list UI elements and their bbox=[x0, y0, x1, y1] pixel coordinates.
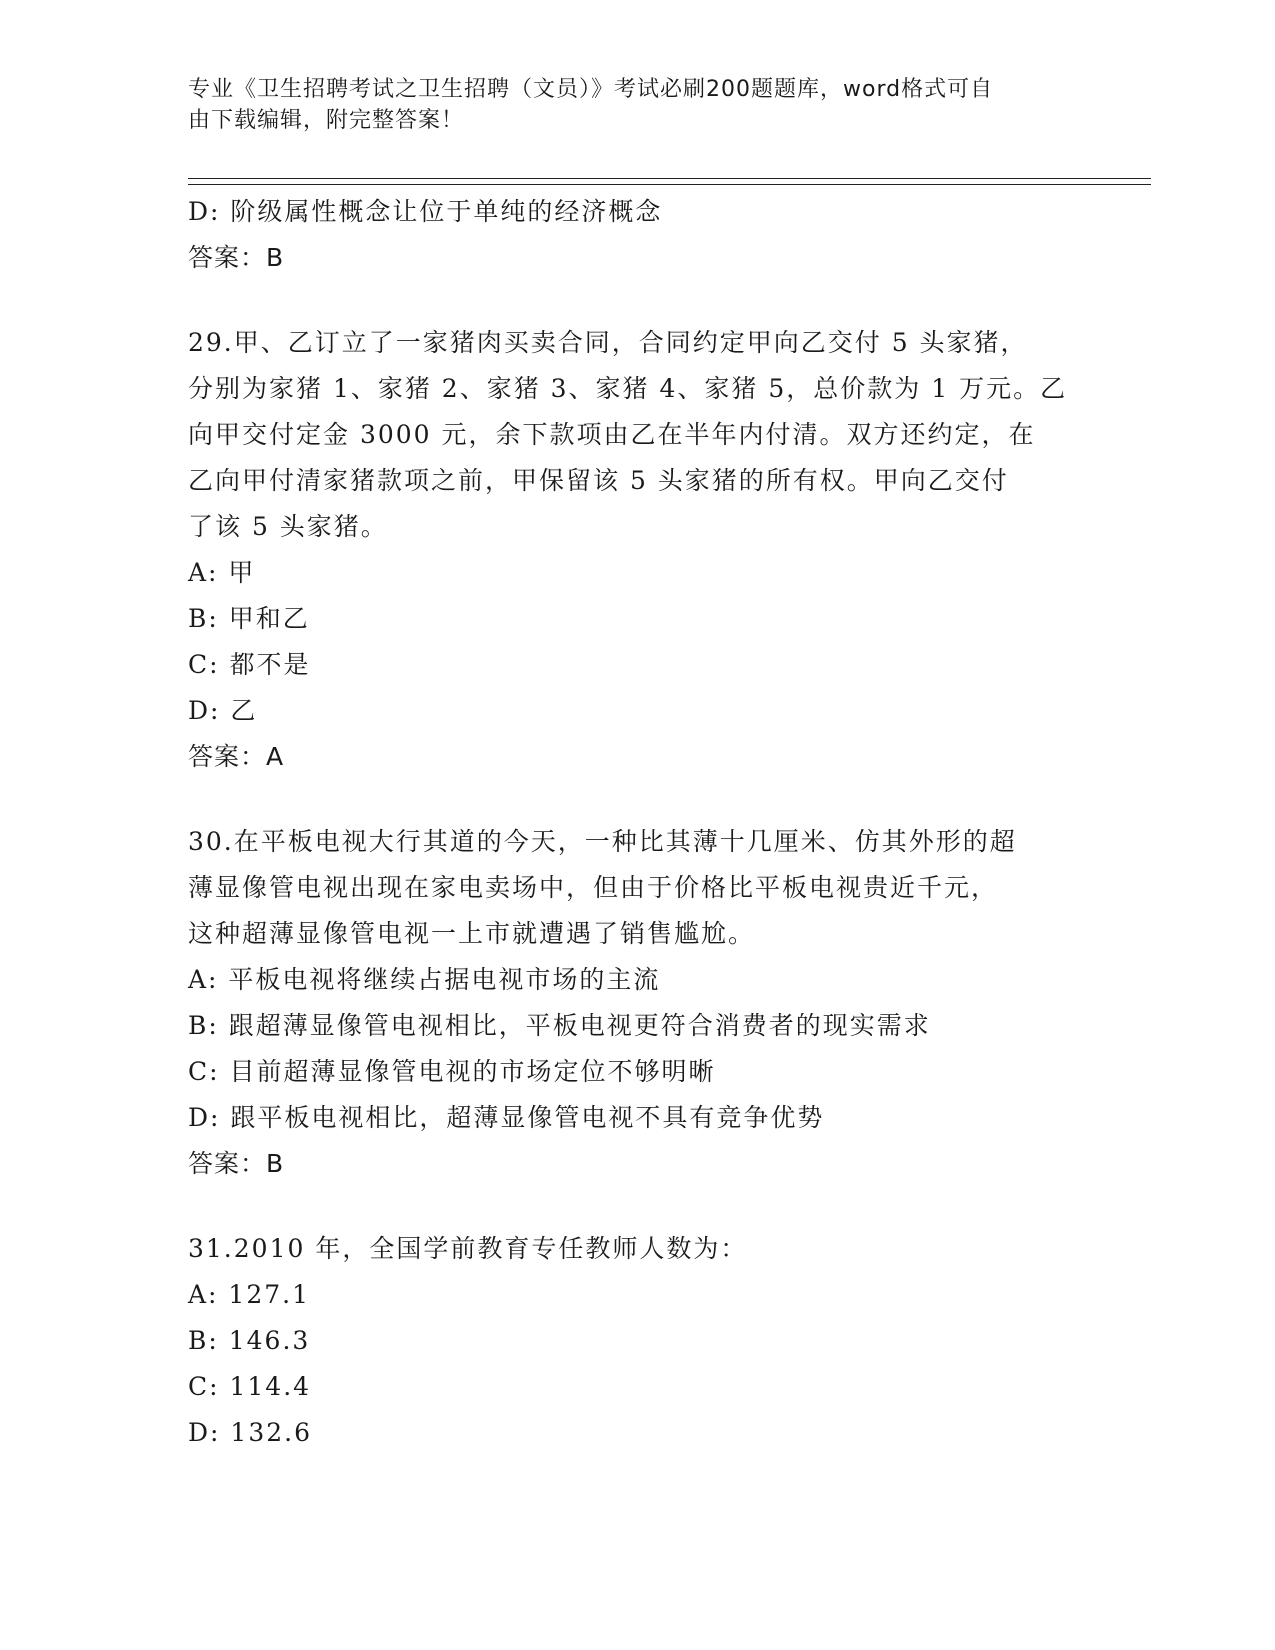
option-d: D: 跟平板电视相比，超薄显像管电视不具有竞争优势 bbox=[188, 1103, 825, 1132]
header-line-2: 由下载编辑，附完整答案！ bbox=[188, 108, 465, 133]
answer: 答案：B bbox=[188, 243, 285, 272]
stem-line: 29.甲、乙订立了一家猪肉买卖合同，合同约定甲向乙交付 5 头家猪， bbox=[188, 328, 1028, 357]
stem-line: 分别为家猪 1、家猪 2、家猪 3、家猪 4、家猪 5，总价款为 1 万元。乙 bbox=[188, 374, 1068, 403]
stem-line: 30.在平板电视大行其道的今天，一种比其薄十几厘米、仿其外形的超 bbox=[188, 827, 1017, 856]
answer: 答案：B bbox=[188, 1149, 285, 1178]
answer: 答案：A bbox=[188, 742, 285, 771]
header-line-1: 专业《卫生招聘考试之卫生招聘（文员）》考试必刷200题题库，word格式可自 bbox=[188, 77, 994, 102]
question-stem bbox=[188, 320, 1088, 550]
stem-line: 31.2010 年，全国学前教育专任教师人数为： bbox=[188, 1234, 748, 1263]
stem-line: 向甲交付定金 3000 元，余下款项由乙在半年内付清。双方还约定，在 bbox=[188, 420, 1036, 449]
question-29 bbox=[188, 320, 1088, 780]
option-a: A: 甲 bbox=[188, 558, 256, 587]
question-stem bbox=[188, 1226, 1088, 1272]
header-divider bbox=[188, 178, 1151, 185]
prev-question bbox=[188, 189, 1088, 281]
question-30 bbox=[188, 819, 1088, 1187]
question-31 bbox=[188, 1226, 1088, 1456]
option-a: A: 平板电视将继续占据电视市场的主流 bbox=[188, 965, 661, 994]
stem-line: 乙向甲付清家猪款项之前，甲保留该 5 头家猪的所有权。甲向乙交付 bbox=[188, 466, 1009, 495]
option-a: A: 127.1 bbox=[188, 1280, 310, 1309]
document-header bbox=[188, 74, 1068, 136]
option-c: C: 114.4 bbox=[188, 1372, 312, 1401]
option-d: D: 132.6 bbox=[188, 1418, 312, 1447]
stem-line: 了该 5 头家猪。 bbox=[188, 512, 388, 541]
stem-line: 这种超薄显像管电视一上市就遭遇了销售尴尬。 bbox=[188, 919, 756, 948]
option-c: C: 目前超薄显像管电视的市场定位不够明晰 bbox=[188, 1057, 716, 1086]
option-d: D: 乙 bbox=[188, 696, 258, 725]
option-c: C: 都不是 bbox=[188, 650, 311, 679]
stem-line: 薄显像管电视出现在家电卖场中，但由于价格比平板电视贵近千元， bbox=[188, 873, 999, 902]
option-b: B: 146.3 bbox=[188, 1326, 311, 1355]
question-stem bbox=[188, 819, 1088, 957]
option-b: B: 跟超薄显像管电视相比，平板电视更符合消费者的现实需求 bbox=[188, 1011, 931, 1040]
document-body bbox=[188, 189, 1088, 1456]
option-d: D: 阶级属性概念让位于单纯的经济概念 bbox=[188, 197, 663, 226]
option-b: B: 甲和乙 bbox=[188, 604, 310, 633]
